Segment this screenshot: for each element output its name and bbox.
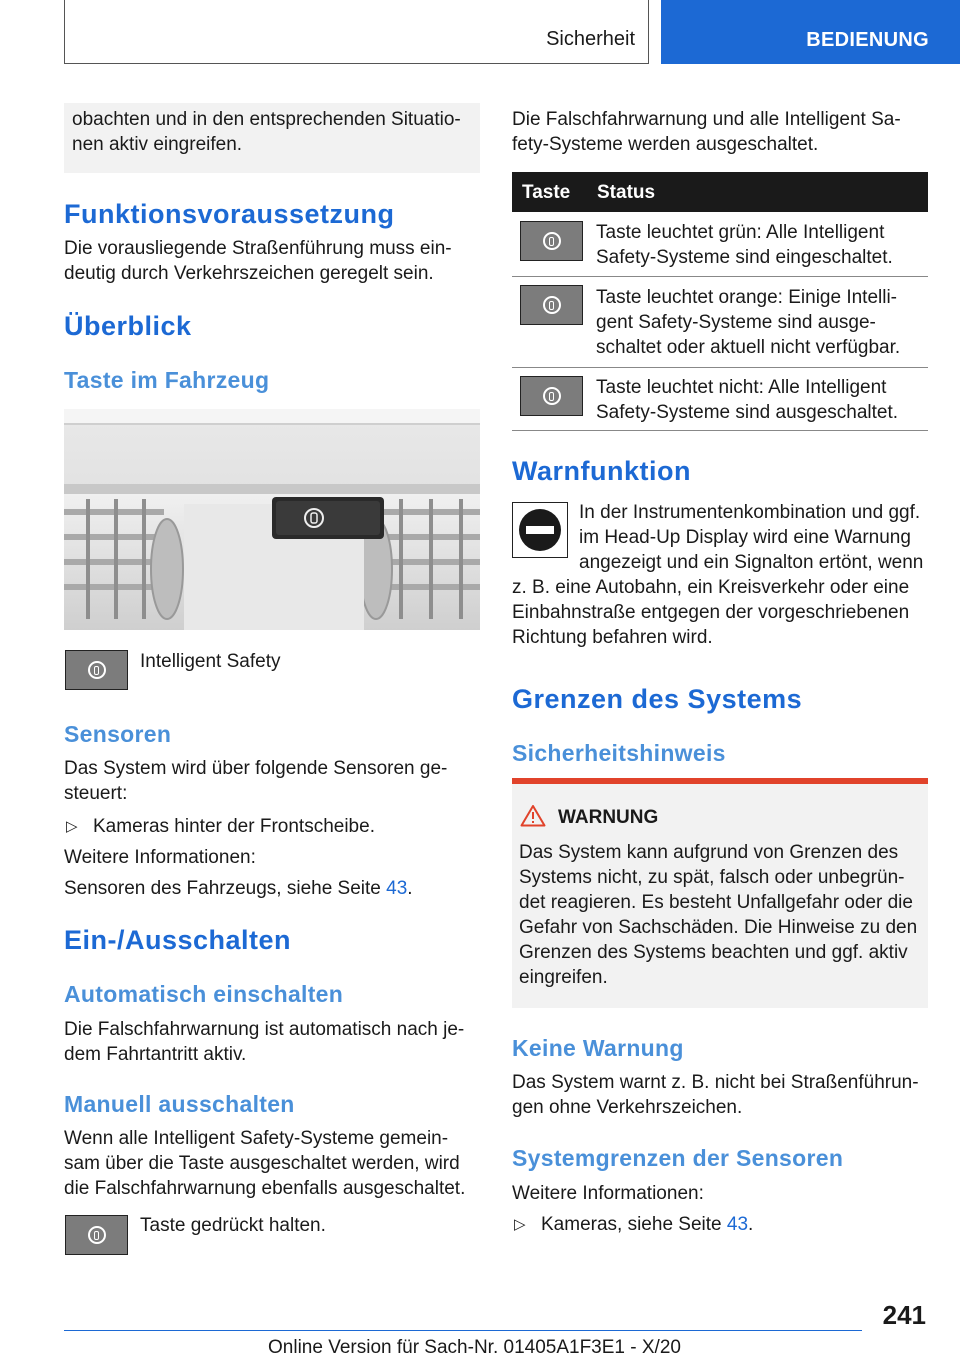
weitere-info-label-right: Weitere Informationen: bbox=[512, 1183, 704, 1204]
funktion-text bbox=[64, 236, 480, 286]
header-tab-label[interactable]: BEDIENUNG bbox=[806, 29, 929, 51]
table-cell-line: Safety-Systeme sind ausgeschaltet. bbox=[596, 402, 899, 423]
heading-automatisch-einschalten: Automatisch einschalten bbox=[64, 981, 344, 1007]
intro-line: nen aktiv eingreifen. bbox=[72, 134, 243, 155]
text-line: im Head-Up Display wird eine Warnung bbox=[579, 527, 911, 548]
heading-ein-ausschalten: Ein-/Ausschalten bbox=[64, 925, 292, 955]
kameras-reference: Kameras, siehe Seite 43. bbox=[541, 1214, 754, 1235]
button-caption: Intelligent Safety bbox=[140, 651, 281, 672]
text-line: Die vorausliegende Straßenführung muss ein- bbox=[64, 238, 452, 259]
text-line: steuert: bbox=[64, 783, 128, 804]
text-line: deutig durch Verkehrszeichen geregelt sein. bbox=[64, 263, 434, 284]
text-line: Die Falschfahrwarnung und alle Intelligent Sa- bbox=[512, 109, 901, 130]
warning-triangle-icon bbox=[520, 804, 546, 832]
warnfunktion-text-side bbox=[579, 500, 929, 575]
button-green-icon bbox=[520, 221, 583, 261]
auto-text bbox=[64, 1017, 480, 1067]
heading-ueberblick: Überblick bbox=[64, 311, 192, 341]
text-line: gen ohne Verkehrszeichen. bbox=[512, 1097, 743, 1118]
heading-sensoren: Sensoren bbox=[64, 721, 172, 747]
reference-text: Sensoren des Fahrzeugs, siehe Seite bbox=[64, 878, 387, 899]
weitere-info-label: Weitere Informationen: bbox=[64, 847, 256, 868]
warnfunktion-text-full bbox=[512, 575, 932, 650]
heading-manuell-ausschalten: Manuell ausschalten bbox=[64, 1091, 295, 1117]
table-cell-line: Taste leuchtet orange: Einige Intelli- bbox=[596, 287, 898, 308]
heading-funktionsvoraussetzung: Funktionsvoraussetzung bbox=[64, 199, 395, 229]
warning-label: WARNUNG bbox=[558, 807, 659, 828]
text-line: Das System wird über folgende Sensoren ge- bbox=[64, 758, 448, 779]
table-cell-line: Safety-Systeme sind eingeschaltet. bbox=[596, 247, 893, 268]
text-line: eingreifen. bbox=[519, 967, 608, 988]
heading-grenzen-des-systems: Grenzen des Systems bbox=[512, 684, 803, 714]
table-cell-line: schaltet oder aktuell nicht verfügbar. bbox=[596, 337, 901, 358]
table-row bbox=[596, 220, 928, 270]
text-line: Grenzen des Systems beachten und ggf. aktiv bbox=[519, 942, 908, 963]
bullet-triangle-icon: ▷ bbox=[66, 818, 78, 835]
text-line: Wenn alle Intelligent Safety-Systeme gemein- bbox=[64, 1128, 449, 1149]
text-line: det reagieren. Es besteht Unfallgefahr oder die bbox=[519, 892, 913, 913]
text-line: Die Falschfahrwarnung ist automatisch nach je- bbox=[64, 1019, 465, 1040]
right-intro-text bbox=[512, 107, 928, 157]
table-divider bbox=[512, 276, 928, 277]
text-line: z. B. eine Autobahn, ein Kreisverkehr oder eine bbox=[512, 577, 910, 598]
text-line: dem Fahrtantritt aktiv. bbox=[64, 1044, 247, 1065]
page-number: 241 bbox=[882, 1300, 926, 1330]
text-line: Das System kann aufgrund von Grenzen des bbox=[519, 842, 899, 863]
intro-line: obachten und in den entsprechenden Situatio- bbox=[72, 109, 461, 130]
text-line: sam über die Taste ausgeschaltet werden, wird bbox=[64, 1153, 460, 1174]
text-line: Gefahr von Sachschäden. Die Hinweise zu den bbox=[519, 917, 918, 938]
heading-keine-warnung: Keine Warnung bbox=[512, 1035, 684, 1061]
bullet-triangle-icon: ▷ bbox=[514, 1216, 526, 1233]
button-off-icon bbox=[520, 376, 583, 416]
text-line: Systems nicht, zu spät, falsch oder unbegrün- bbox=[519, 867, 905, 888]
heading-systemgrenzen-der-sensoren: Systemgrenzen der Sensoren bbox=[512, 1145, 844, 1171]
text-line: In der Instrumentenkombination und ggf. bbox=[579, 502, 921, 523]
intelligent-safety-button-icon bbox=[65, 650, 128, 690]
sensor-bullet-text: Kameras hinter der Frontscheibe. bbox=[93, 816, 375, 837]
table-cell-line: gent Safety-Systeme sind ausge- bbox=[596, 312, 876, 333]
button-orange-icon bbox=[520, 285, 583, 325]
text-line: die Falschfahrwarnung ebenfalls ausgeschaltet. bbox=[64, 1178, 466, 1199]
heading-warnfunktion: Warnfunktion bbox=[512, 456, 691, 486]
heading-taste-im-fahrzeug: Taste im Fahrzeug bbox=[64, 367, 270, 393]
heading-sicherheitshinweis: Sicherheitshinweis bbox=[512, 740, 726, 766]
header-section-title: Sicherheit bbox=[546, 28, 635, 50]
sensoren-reference: Sensoren des Fahrzeugs, siehe Seite 43. bbox=[64, 878, 413, 899]
no-entry-sign-icon bbox=[512, 502, 568, 558]
text-line: Das System warnt z. B. nicht bei Straßenführun- bbox=[512, 1072, 919, 1093]
text-line: Einbahnstraße entgegen der vorgeschriebenen bbox=[512, 602, 910, 623]
page-link-43[interactable]: 43 bbox=[726, 1214, 749, 1235]
table-divider bbox=[512, 367, 928, 368]
hold-caption: Taste gedrückt halten. bbox=[140, 1215, 326, 1236]
manuell-text bbox=[64, 1126, 480, 1201]
text-line: fety-Systeme werden ausgeschaltet. bbox=[512, 134, 819, 155]
footer-rule bbox=[64, 1330, 862, 1331]
table-cell-line: Taste leuchtet grün: Alle Intelligent bbox=[596, 222, 885, 243]
table-row bbox=[596, 375, 928, 425]
warning-text bbox=[519, 840, 924, 990]
page-link-43[interactable]: 43 bbox=[386, 878, 408, 899]
text-line: Richtung befahren wird. bbox=[512, 627, 713, 648]
table-header-status: Status bbox=[597, 182, 656, 203]
table-cell-line: Taste leuchtet nicht: Alle Intelligent bbox=[596, 377, 887, 398]
intro-text bbox=[72, 107, 472, 157]
hold-button-icon bbox=[65, 1215, 128, 1255]
text-line: angezeigt und ein Signalton ertönt, wenn bbox=[579, 552, 924, 573]
footer-online-version: Online Version für Sach-Nr. 01405A1F3E1 - X/20 bbox=[268, 1337, 681, 1358]
sensoren-text bbox=[64, 756, 480, 806]
table-divider bbox=[512, 430, 928, 431]
table-header-taste: Taste bbox=[522, 182, 571, 203]
keine-warnung-text bbox=[512, 1070, 932, 1120]
table-row bbox=[596, 285, 928, 360]
reference-text: Kameras, siehe Seite bbox=[541, 1214, 727, 1235]
status-table-header bbox=[512, 172, 928, 212]
vehicle-button-photo bbox=[64, 409, 480, 630]
